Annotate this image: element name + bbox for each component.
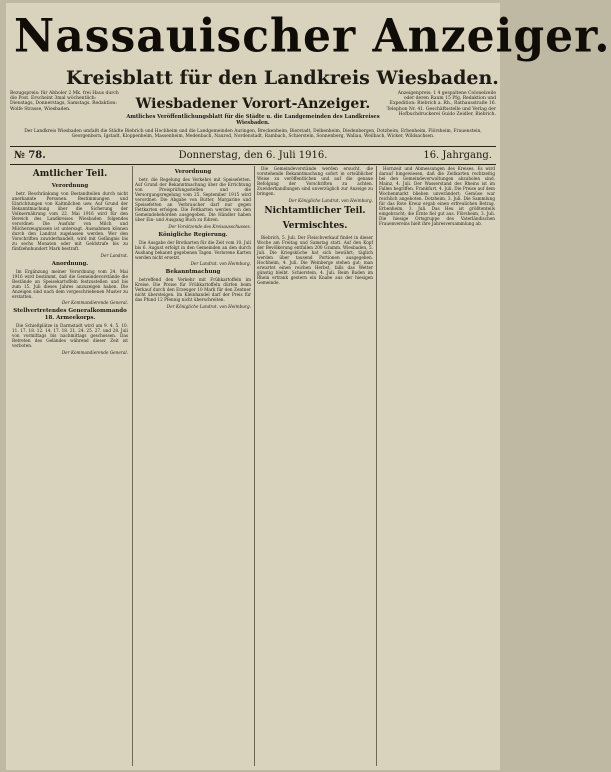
- columns: [10, 166, 496, 766]
- masthead-subtitle2: Wiesbadener Vorort-Anzeiger.: [135, 96, 371, 112]
- section-signature: Der Königliche Landrat. von Heimburg.: [288, 197, 373, 203]
- section-title: Stellvertretendes Generalkommando 18. Armeekorps.: [13, 308, 127, 321]
- newspaper-page: [6, 3, 611, 770]
- section-title: Anordnung.: [51, 260, 89, 267]
- section-text: Hornzeit und Abmessungen des Kreises. Es wird darauf hingewiesen, daß die Zeitkarten rechtzeitig bei den Gemeindeverwaltungen abzuholen sind. Mainz, 4. Juli. Der Wasserstand des Rheins ist im Fallen begriffen. Frankfurt, 4. Juli. Die Preise auf dem Wochenmarkt blieben unverändert; Gemüse war reichlich angeboten. Dotzheim, 3. Juli. Die Sammlung für das Rote Kreuz ergab einen erfreulichen Betrag. Erbenheim, 3. Juli. Das Heu ist größtenteils eingebracht; die Ernte fiel gut aus. Flörsheim, 3. Juli. Die hiesige Ortsgruppe des Vaterländischen Frauenvereins hielt ihre Jahresversammlung ab.: [379, 166, 495, 226]
- issue-volume: 16. Jahrgang.: [423, 150, 492, 161]
- section-title: Verordnung: [51, 183, 89, 189]
- section-text: Biebrich, 5. Juli. Der Fleischverkauf findet in dieser Woche am Freitag und Samstag statt. Auf den Kopf der Bevölkerung entfallen 200 Gramm. Wiesbaden, 5. Juli. Die Kriegsküche hat sich bewährt; täglich werden über tausend Portionen ausgegeben. Hochheim, 4. Juli. Die Weinberge stehen gut; man erwartet einen reichen Herbst, falls das Wetter günstig bleibt. Schierstein, 4. Juli. Beim Baden im Rhein ertrank gestern ein Knabe aus der hiesigen Gemeinde.: [257, 234, 373, 285]
- column-3: [257, 166, 373, 766]
- section-text: Die Ausgabe der Brotkarten für die Zeit vom 10. Juli bis 6. August erfolgt in den Gemeinden an den durch Aushang bekannt gegebenen Tagen. Verlorene Karten werden nicht ersetzt.: [135, 239, 251, 260]
- issue-date: Donnerstag, den 6. Juli 1916.: [178, 150, 328, 161]
- section-signature: Der Kommandierende General.: [61, 349, 128, 355]
- section-signature: Der Kommandierende General.: [61, 300, 128, 305]
- column-divider: [254, 166, 255, 766]
- masthead-right-info: Anzeigenpreis: 1 4 gespaltene Colonelzeile oder deren Raum 15 Pfg. Redaktion und Expedition: Biebrich a. Rh., Rathausstraße 16. Telephon Nr. 41. Geschäftsstelle und Verlag der Hofbuchdruckerei Guido Zeidler, Biebrich.: [386, 91, 496, 117]
- section-title: Verordnung: [174, 169, 212, 175]
- section-text: Die Gemeindevorstände werden ersucht, die vorstehende Bekanntmachung sofort in ortsüblicher Weise zu veröffentlichen und auf die genaue Befolgung der Vorschriften zu achten. Zuwiderhandlungen sind unverzüglich zur Anzeige zu bringen.: [257, 166, 373, 196]
- dateline: [12, 149, 494, 163]
- column-1: [12, 166, 128, 766]
- section-title: Königliche Regierung.: [158, 231, 228, 238]
- issue-number: № 78.: [14, 150, 46, 161]
- masthead-left-info: Bezugspreis: für Abholer 2 Mk. frei Haus durch die Post. Erscheint 3mal wöchentlich: Dienstags, Donnerstags, Samstags. Redaktion: Wolfe Strasse, Wiesbaden.: [10, 91, 119, 112]
- column-divider: [132, 166, 133, 766]
- rule-bottom: [10, 164, 496, 165]
- section-signature: Der Landrat.: [100, 252, 128, 258]
- column-divider: [376, 166, 377, 766]
- section-text: betreffend den Verkehr mit Frühkartoffeln im Kreise. Die Preise für Frühkartoffeln dürfen beim Verkauf durch den Erzeuger 10 Mark für den Zentner nicht übersteigen. Im Kleinhandel darf der Preis für das Pfund 12 Pfennig nicht überschreiten.: [135, 277, 251, 302]
- column-heading: Amtlicher Teil.: [32, 169, 108, 179]
- masthead-title: Nassauischer Anzeiger.: [14, 9, 611, 64]
- rule-top: [10, 146, 496, 147]
- masthead-district-list: Der Landkreis Wiesbaden umfaßt die Städte Biebrich und Hochheim und die Landgemeinden Auringen, Breckenheim, Bierstadt, Delkenheim, Diedenbergen, Dotzheim, Erbenheim, Flörsheim, Frauenstein, Georgenborn, Igstadt, Kloppenheim, Massenheim, Medenbach, Naurod, Nordenstadt, Rambach, Schierstein, Sonnenberg, Wallau, Weilbach, Wicker, Wildsachsen.: [24, 129, 482, 140]
- section-signature: Der Landrat. von Heimburg.: [190, 261, 251, 266]
- section-text: Die Schießplätze in Darmstadt wird am 9. 4. 5. 10. 11. 17. 18. 12. 14. 17. 18. 21. 24. 25. 27. und 28. Juli von vormittags bis nachmittags geschossen. Das Betreten des Geländes während dieser Zeit ist verboten.: [12, 323, 128, 348]
- masthead-subtitle: Kreisblatt für den Landkreis Wiesbaden.: [66, 67, 499, 89]
- section-signature: Der Königliche Landrat. von Heimburg.: [166, 303, 251, 309]
- column-2: [135, 166, 251, 766]
- section-text: Im Ergänzung meiner Verordnung vom 24. Mai 1916 wird bestimmt, daß die Gemeindevorstände die Bestände an Speisekartoffeln festzustellen und bis zum 15. Juli dieses Jahres anzuzeigen haben. Die Anzeigen sind nach dem vorgeschriebenen Muster zu erstatten.: [12, 268, 128, 299]
- column-heading: Nichtamtlicher Teil.: [264, 205, 366, 216]
- column-4: [379, 166, 495, 766]
- section-signature: Der Vorsitzende des Kreisausschusses.: [168, 223, 251, 229]
- section-title: Vermischtes.: [282, 220, 348, 231]
- section-title: Bekanntmachung: [165, 269, 221, 275]
- section-text: betr. die Regelung des Verkehrs mit Speisefetten. Auf Grund der Bekanntmachung über die Errichtung von Preisprüfungsstellen und die Versorgungsregelung vom 25. September 1915 wird verordnet: Die Abgabe von Butter, Margarine und Speisefetten an Verbraucher darf nur gegen Fettkarten erfolgen. Die Fettkarten werden von den Gemeindebehörden ausgegeben. Die Händler haben über Ein- und Ausgang Buch zu führen.: [135, 177, 251, 222]
- section-text: betr. Beschränkung von Bestandteilen durch nicht anerkannte Personen. Bestimmungen und Einrichtungen von Kaltmilchen usw. Auf Grund der Bekanntmachung über die Sicherung der Volksernährung vom 22. Mai 1916 wird für den Bereich des Landkreises Wiesbaden folgendes verordnet: Die Ausfuhr von Milch und Milcherzeugnissen ist untersagt. Ausnahmen können durch den Landrat zugelassen werden. Wer den Vorschriften zuwiderhandelt, wird mit Gefängnis bis zu sechs Monaten oder mit Geldstrafe bis zu fünfzehnhundert Mark bestraft.: [12, 191, 128, 251]
- masthead-tagline: Amtliches Veröffentlichungsblatt für die Städte u. die Landgemeinden des Landkreises Wiesbaden.: [126, 114, 380, 126]
